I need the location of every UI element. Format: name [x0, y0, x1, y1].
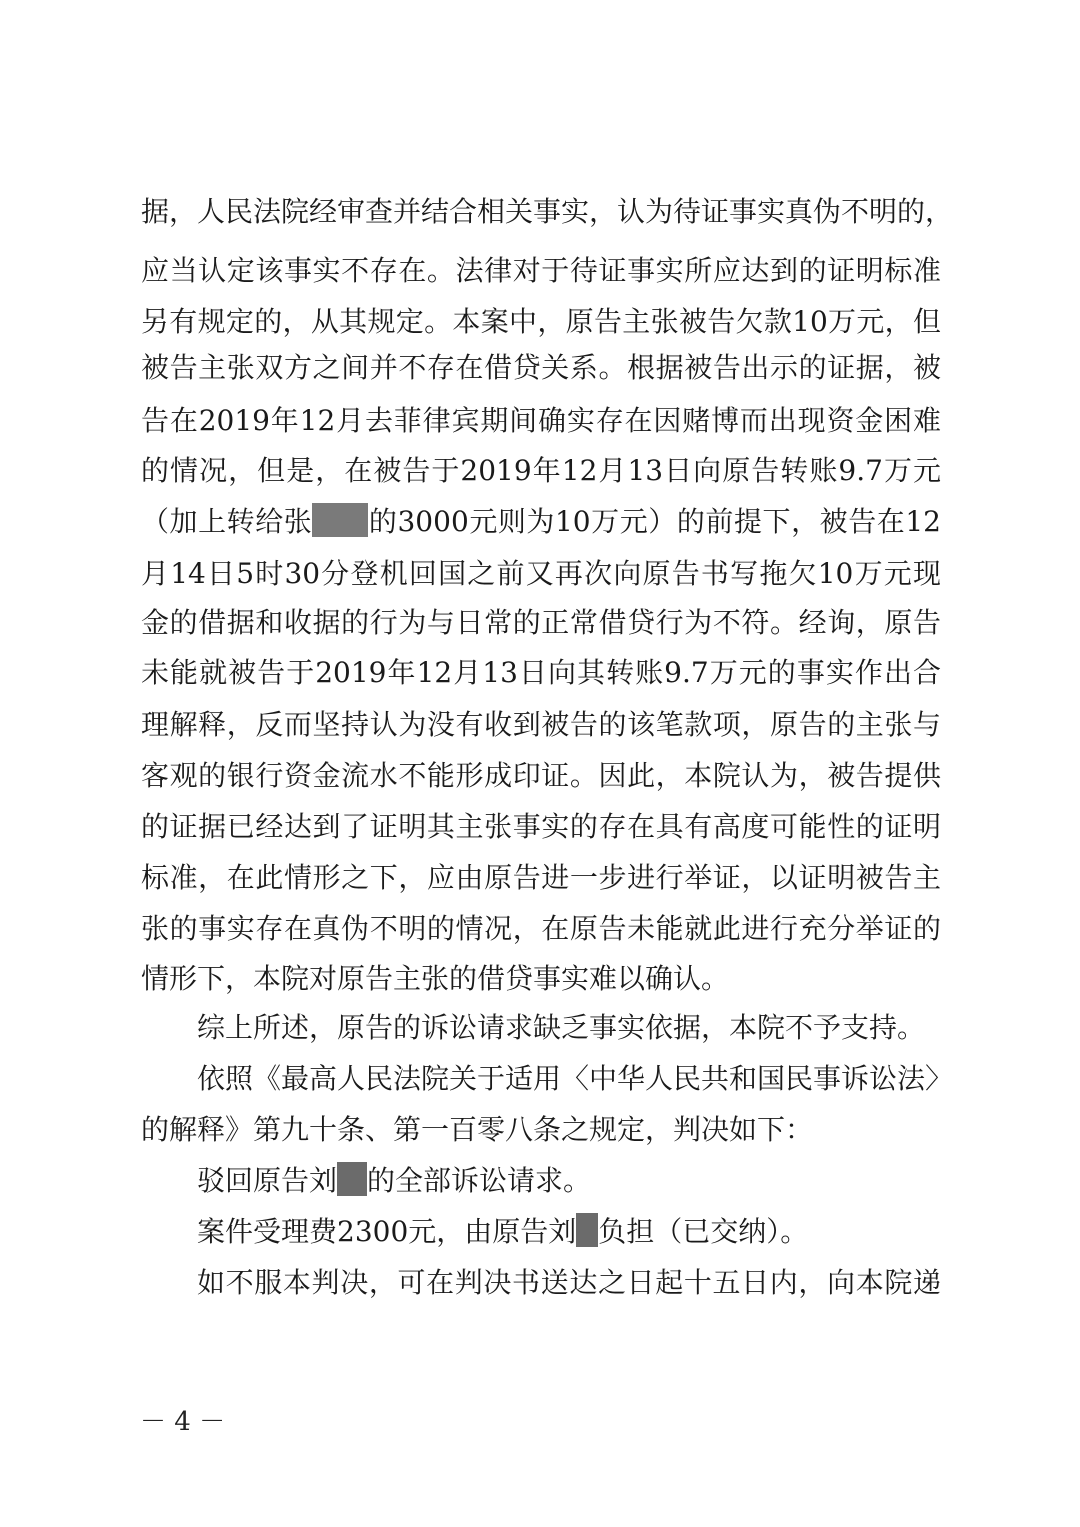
redacted-name-block: [337, 1162, 367, 1196]
paragraph-line: 据，人民法院经审查并结合相关事实，认为待证事实真伪不明的，: [141, 195, 954, 228]
legal-basis-line: 的解释》第九十条、第一百零八条之规定，判决如下：: [141, 1113, 814, 1146]
judgment-item-line: [197, 1155, 941, 1207]
line-text-before-redaction: 驳回原告刘: [197, 1164, 338, 1197]
paragraph-line: 另有规定的，从其规定。本案中，原告主张被告欠款10万元，但: [141, 305, 941, 338]
redacted-name-block: [312, 503, 368, 537]
conclusion-paragraph: 综上所述，原告的诉讼请求缺乏事实依据，本院不予支持。: [197, 1011, 926, 1044]
line-text-after-redaction: 的全部诉讼请求。: [367, 1164, 592, 1197]
appeal-notice-line: 如不服本判决，可在判决书送达之日起十五日内，向本院递: [197, 1266, 941, 1299]
judgment-item-line: [197, 1206, 941, 1258]
line-text-after-redaction: 负担（已交纳）。: [598, 1215, 809, 1248]
paragraph-line: 理解释，反而坚持认为没有收到被告的该笔款项，原告的主张与: [141, 708, 941, 741]
paragraph-line: 情形下，本院对原告主张的借贷事实难以确认。: [141, 962, 730, 995]
line-text-before-redaction: 案件受理费2300元，由原告刘: [197, 1215, 577, 1248]
redacted-name-block: [576, 1213, 598, 1247]
paragraph-line: 金的借据和收据的行为与日常的正常借贷行为不符。经询，原告: [141, 606, 941, 639]
paragraph-line: 月14日5时30分登机回国之前又再次向原告书写拖欠10万元现: [141, 557, 941, 590]
paragraph-line: 应当认定该事实不存在。法律对于待证事实所应达到的证明标准: [141, 254, 941, 287]
paragraph-line: 张的事实存在真伪不明的情况，在原告未能就此进行充分举证的: [141, 912, 941, 945]
paragraph-line: 被告主张双方之间并不存在借贷关系。根据被告出示的证据，被: [141, 351, 941, 384]
paragraph-line: 的情况，但是，在被告于2019年12月13日向原告转账9.7万元: [141, 454, 941, 487]
paragraph-line: 未能就被告于2019年12月13日向其转账9.7万元的事实作出合: [141, 656, 941, 689]
line-text-before-redaction: （加上转给张: [141, 505, 313, 538]
paragraph-line: 客观的银行资金流水不能形成印证。因此，本院认为，被告提供: [141, 759, 941, 792]
paragraph-line: 标准，在此情形之下，应由原告进一步进行举证，以证明被告主: [141, 861, 941, 894]
paragraph-line: 告在2019年12月去菲律宾期间确实存在因赌博而出现资金困难: [141, 404, 941, 437]
paragraph-line-with-redaction: [141, 496, 941, 548]
page-number: － 4 －: [140, 1407, 226, 1437]
line-text-after-redaction: 的3000元则为10万元）的前提下，被告在12: [368, 505, 941, 538]
legal-basis-line: 依照《最高人民法院关于适用〈中华人民共和国民事诉讼法〉: [197, 1062, 954, 1095]
paragraph-line: 的证据已经达到了证明其主张事实的存在具有高度可能性的证明: [141, 810, 941, 843]
